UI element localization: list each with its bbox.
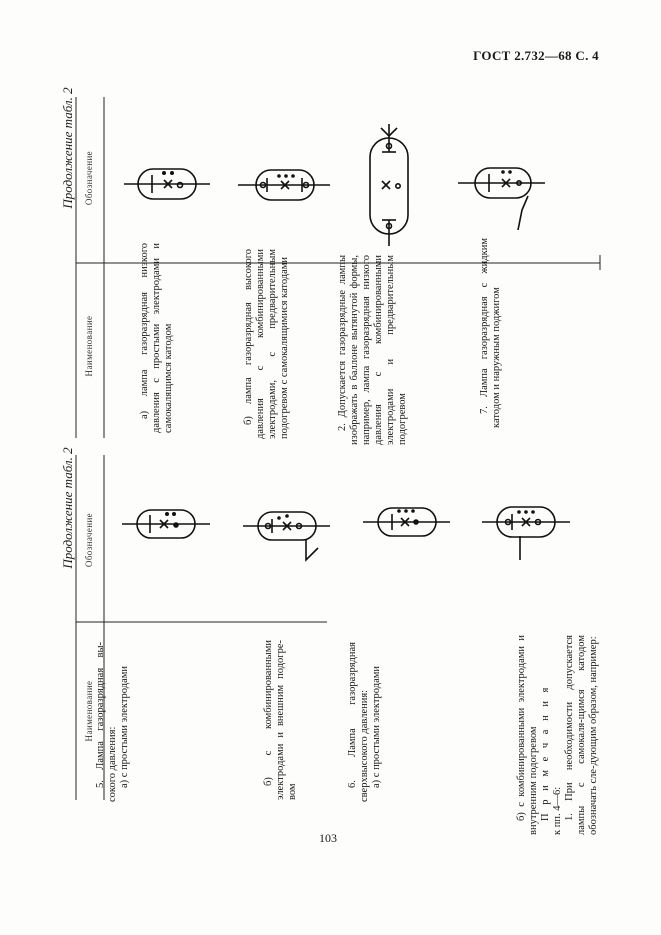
right-col-symbol-header: Обозначение [84, 150, 94, 206]
left-row-3-text: 6. Лампа газоразрядная сверхвысокого давления: а) с простыми электродами [347, 642, 382, 802]
right-row-1-text: а) лампа газоразрядная низкого давления с простыми электродами и самокалящимся катодом [139, 243, 174, 433]
lamp-combined-external-heating-icon [243, 512, 330, 560]
left-col-symbol-header: Обозначение [84, 512, 94, 568]
notes-title: П р и м е ч а н и я [540, 684, 551, 821]
lamp-simple-electrodes-icon [122, 510, 210, 538]
lamp-elongated-bulb-icon [370, 124, 408, 246]
left-row-1-text: 5. Лампа газоразрядная вы-сокого давления: а) с простыми электродами [95, 642, 130, 802]
right-row-3-text: 2. Допускается газоразрядные лампы изображать в баллоне вытянутой формы, например, лампа газоразрядная низкого давления с комбинированными электродами и предварительным подогревом [337, 255, 408, 445]
left-continuation-label: Продолжение табл. 2 [60, 447, 75, 569]
lamp-combined-internal-heating-icon [482, 507, 570, 560]
notes-ref: к пп. 4—6: [552, 786, 563, 835]
right-col-name-header: Наименование [84, 315, 94, 377]
right-row-2-text: б) лампа газоразрядная высокого давления с комбинированными электродами, с предварительным подогревом с самокалящимися катодами [243, 249, 290, 439]
lamp-ultra-high-pressure-icon [363, 508, 450, 536]
notes-text: 1. При необходимости допускается лампы с самокаля-щимся катодом обозначать сле-дующим образом, например: [564, 635, 599, 835]
lamp-liquid-cathode-icon [458, 168, 545, 230]
page-number: 103 [319, 831, 337, 845]
left-row-4-text: б) с комбинированными электродами и внутренним подогревом П р и м е ч а н и я к пп. 4—6: 1. При необходимости допускается лампы с самокаля-щимся катодом обозначать сле-дующим образом, например: [516, 635, 599, 835]
left-col-name-header: Наименование [84, 680, 94, 742]
lamp-low-pressure-self-heating-icon [124, 169, 210, 199]
right-row-4-text: 7. Лампа газоразрядная с жидким катодом и наружным поджигом [479, 238, 502, 428]
right-continuation-label: Продолжение табл. 2 [60, 87, 75, 209]
lamp-high-pressure-preheat-icon [238, 170, 330, 200]
left-row-2-text: б) с комбинированными электродами и внешним подогре-вом [263, 640, 298, 800]
page-header: ГОСТ 2.732—68 С. 4 [473, 48, 599, 63]
